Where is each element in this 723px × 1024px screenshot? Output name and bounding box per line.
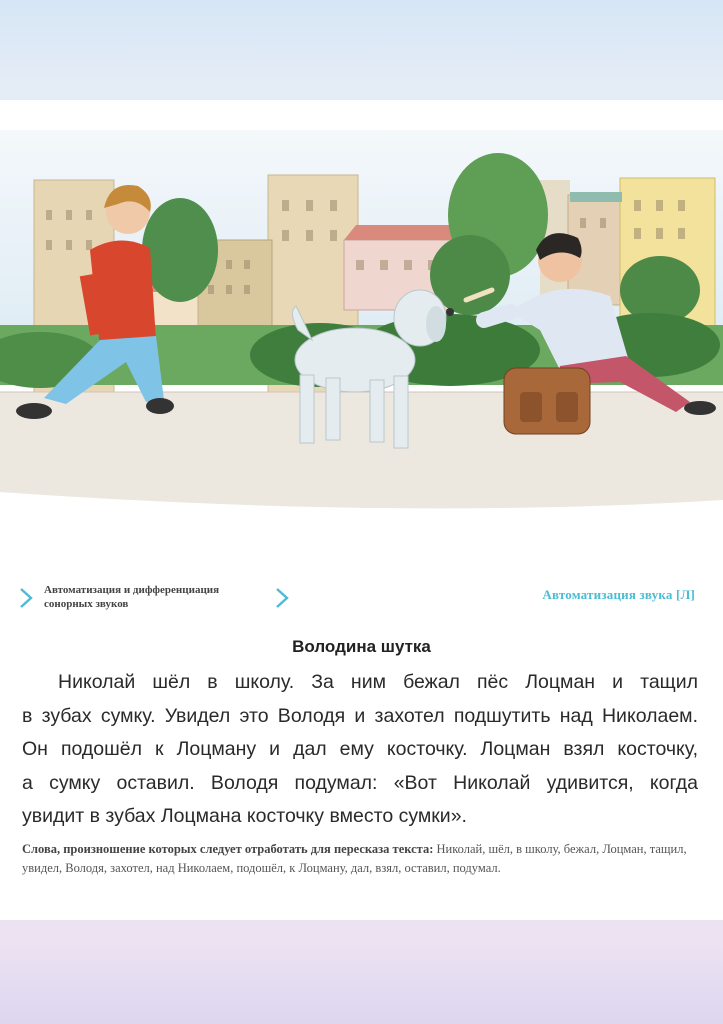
words-list: Николай, шёл, в школу, бежал, Лоцман, тащил, увидел, Володя, захотел, над Николаем, подошёл, к Лоцману, дал, взял, оставил, подумал. [22, 842, 687, 875]
story-line: в зубах сумку. Увидел это Володя и захотел подшутить над Николаем. [22, 704, 698, 727]
story-title: Володина шутка [292, 637, 431, 656]
story-illustration [0, 100, 723, 570]
section-label-line-2: сонорных звуков [44, 598, 129, 610]
chevron-right-icon [18, 587, 34, 609]
chevron-right-icon [274, 587, 290, 609]
satchel [504, 368, 590, 434]
story-text [22, 666, 698, 834]
book-page [0, 100, 723, 920]
story-line: Николай шёл в школу. За ним бежал пёс Лоцман и тащил [58, 671, 698, 693]
section-label-line-1: Автоматизация и дифференциация [44, 584, 220, 596]
words-label: Слова, произношение которых следует отработать для пересказа текста: [22, 842, 434, 856]
topic-label: Автоматизация звука [Л] [542, 587, 695, 602]
section-label [44, 583, 274, 611]
story-line: увидит в зубах Лоцмана косточку вместо сумки». [22, 805, 467, 828]
story-line: Он подошёл к Лоцману и дал ему косточку. Лоцман взял косточку, [22, 738, 698, 761]
page-header [0, 573, 723, 623]
pronunciation-words [22, 840, 700, 878]
story-line: а сумку оставил. Володя подумал: «Вот Николай удивится, когда [22, 771, 698, 794]
